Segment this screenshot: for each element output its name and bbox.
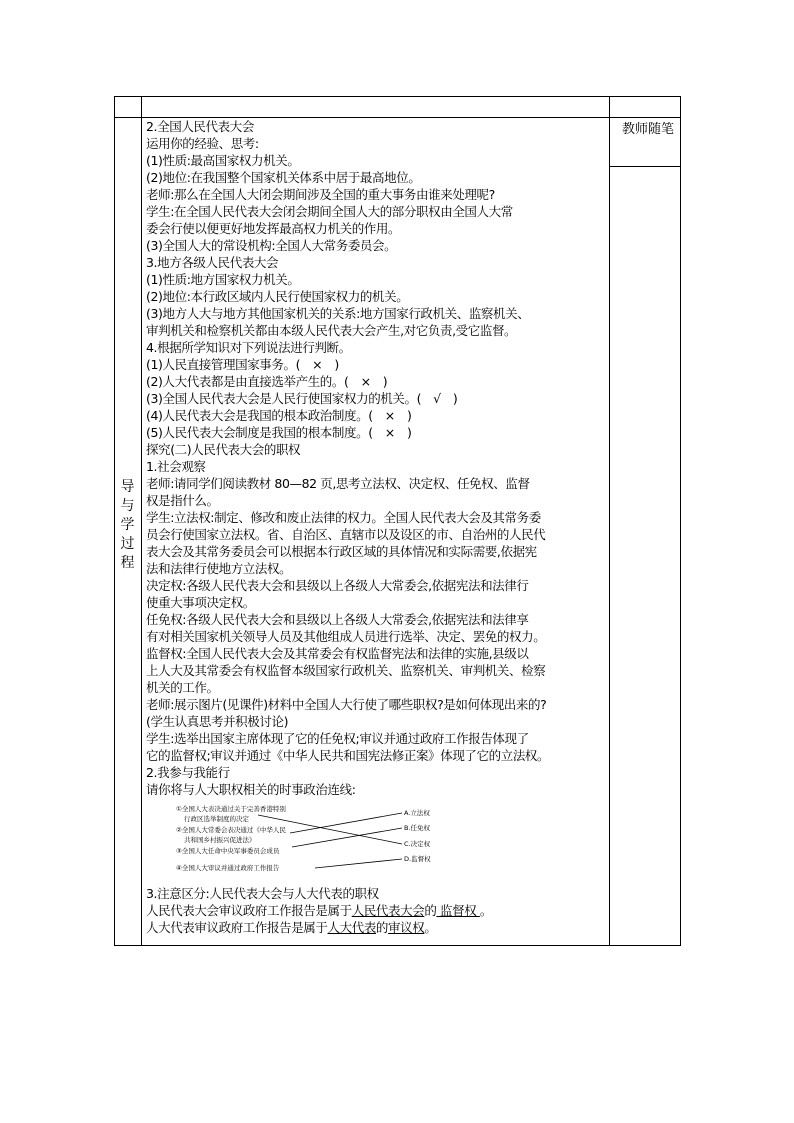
content-line: 决定权:各级人民代表大会和县级以上各级人大常委会,依据宪法和法律行 bbox=[146, 578, 529, 593]
content-line: 1.社会观察 bbox=[146, 459, 206, 474]
lesson-content bbox=[146, 118, 608, 936]
content-line: 3.地方各级人民代表大会 bbox=[146, 255, 279, 270]
content-line: (2)地位:在我国整个国家机关体系中居于最高地位。 bbox=[146, 170, 421, 185]
side-label-char: 程 bbox=[120, 555, 135, 571]
side-label bbox=[114, 478, 141, 573]
diagram-right-c: C.决定权 bbox=[404, 840, 431, 848]
notes-column-divider bbox=[609, 96, 610, 946]
notes-cell-divider bbox=[609, 166, 681, 167]
content-line: 它的监督权;审议并通过《中华人民共和国宪法修正案》体现了它的立法权。 bbox=[146, 748, 550, 763]
content-line: 老师:展示图片(见课件)材料中全国人大行使了哪些职权?是如何体现出来的? bbox=[146, 697, 547, 712]
content-line: 4.根据所学知识对下列说法进行判断。 bbox=[146, 340, 351, 355]
side-label-char: 导 bbox=[120, 479, 135, 495]
content-line: 委会行使以便更好地发挥最高权力机关的作用。 bbox=[146, 221, 401, 236]
content-line: 审判机关和检察机关都由本级人民代表大会产生,对它负责,受它监督。 bbox=[146, 323, 517, 338]
content-line: 监督权:全国人民代表大会及其常委会有权监督宪法和法律的实施,县级以 bbox=[146, 646, 529, 661]
content-line: 员会行使国家立法权。省、自治区、直辖市以及设区的市、自治州的人民代 bbox=[146, 527, 546, 542]
diagram-left-1b: 行政区选举制度的决定 bbox=[184, 815, 249, 823]
content-line: 老师:那么在全国人大闭会期间涉及全国的重大事务由谁来处理呢? bbox=[146, 187, 495, 202]
diagram-left-1: ①全国人大表决通过关于完善香港特别 bbox=[176, 805, 286, 813]
distinction-line-2: 人大代表审议政府工作报告是属于人大代表的审议权。 bbox=[146, 920, 437, 935]
content-line: (5)人民代表大会制度是我国的根本制度。( × ) bbox=[146, 425, 412, 440]
content-line: 2.全国人民代表大会 bbox=[146, 119, 254, 134]
lesson-lines bbox=[146, 118, 608, 798]
side-column-divider bbox=[141, 96, 142, 946]
content-line: 学生:选举出国家主席体现了它的任免权;审议并通过政府工作报告体现了 bbox=[146, 731, 529, 746]
diagram-right-d: D.监督权 bbox=[404, 855, 431, 863]
content-line: 学生:立法权:制定、修改和废止法律的权力。全国人民代表大会及其常务委 bbox=[146, 510, 541, 525]
content-line: 表大会及其常务委员会可以根据本行政区域的具体情况和实际需要,依据宪 bbox=[146, 544, 537, 559]
content-line: 2.我参与我能行 bbox=[146, 765, 230, 780]
content-line: (2)地位:本行政区域内人民行使国家权力的机关。 bbox=[146, 289, 409, 304]
content-line: (3)全国人大的常设机构:全国人大常务委员会。 bbox=[146, 238, 397, 253]
content-line: 请你将与人大职权相关的时事政治连线: bbox=[146, 782, 356, 797]
content-line: (1)性质:地方国家权力机关。 bbox=[146, 272, 300, 287]
content-line: 学生:在全国人民代表大会闭会期间全国人大的部分职权由全国人大常 bbox=[146, 204, 513, 219]
matching-diagram bbox=[170, 801, 470, 881]
content-line: 有对相关国家机关领导人员及其他组成人员进行选举、决定、罢免的权力。 bbox=[146, 629, 546, 644]
content-line: 使重大事项决定权。 bbox=[146, 595, 255, 610]
content-line: 探究(二)人民代表大会的职权 bbox=[146, 442, 301, 457]
diagram-left-2: ②全国人大常委会表决通过《中华人民 bbox=[176, 826, 286, 834]
content-line: (4)人民代表大会是我国的根本政治制度。( × ) bbox=[146, 408, 412, 423]
diagram-left-4: ④全国人大审议并通过政府工作报告 bbox=[176, 864, 280, 872]
content-line: 法和法律行使地方立法权。 bbox=[146, 561, 292, 576]
content-line: (1)性质:最高国家权力机关。 bbox=[146, 153, 300, 168]
side-label-char: 过 bbox=[120, 536, 135, 552]
side-label-char: 与 bbox=[120, 498, 135, 514]
content-line: 权是指什么。 bbox=[146, 493, 219, 508]
diagram-right-b: B.任免权 bbox=[404, 824, 431, 832]
diagram-right-a: A.立法权 bbox=[404, 809, 430, 817]
content-line: (学生认真思考并积极讨论) bbox=[146, 714, 289, 729]
diagram-left-3: ③全国人大任命中央军事委员会成员 bbox=[176, 847, 280, 855]
content-line: 上人大及其常委会有权监督本级国家行政机关、监察机关、审判机关、检察 bbox=[146, 663, 546, 678]
diagram-left-2b: 共和国乡村振兴促进法》 bbox=[184, 836, 256, 844]
distinction-line-1: 人民代表大会审议政府工作报告是属于人民代表大会的 监督权 。 bbox=[146, 903, 492, 918]
side-column bbox=[114, 118, 141, 945]
side-label-char: 学 bbox=[120, 517, 135, 533]
teacher-notes-label: 教师随笔 bbox=[622, 122, 675, 137]
distinction-heading: 3.注意区分:人民代表大会与人大代表的职权 bbox=[146, 886, 379, 901]
content-line: (1)人民直接管理国家事务。( × ) bbox=[146, 357, 339, 372]
content-line: (2)人大代表都是由直接选举产生的。( × ) bbox=[146, 374, 388, 389]
content-line: 老师:请同学们阅读教材 80—82 页,思考立法权、决定权、任免权、监督 bbox=[146, 476, 530, 491]
content-line: (3)全国人民代表大会是人民行使国家权力的机关。( √ ) bbox=[146, 391, 458, 406]
content-line: 机关的工作。 bbox=[146, 680, 219, 695]
content-line: 任免权:各级人民代表大会和县级以上各级人大常委会,依据宪法和法律享 bbox=[146, 612, 529, 627]
content-line: (3)地方人大与地方其他国家机关的关系:地方国家行政机关、监察机关、 bbox=[146, 306, 530, 321]
content-line: 运用你的经验、思考: bbox=[146, 136, 259, 151]
